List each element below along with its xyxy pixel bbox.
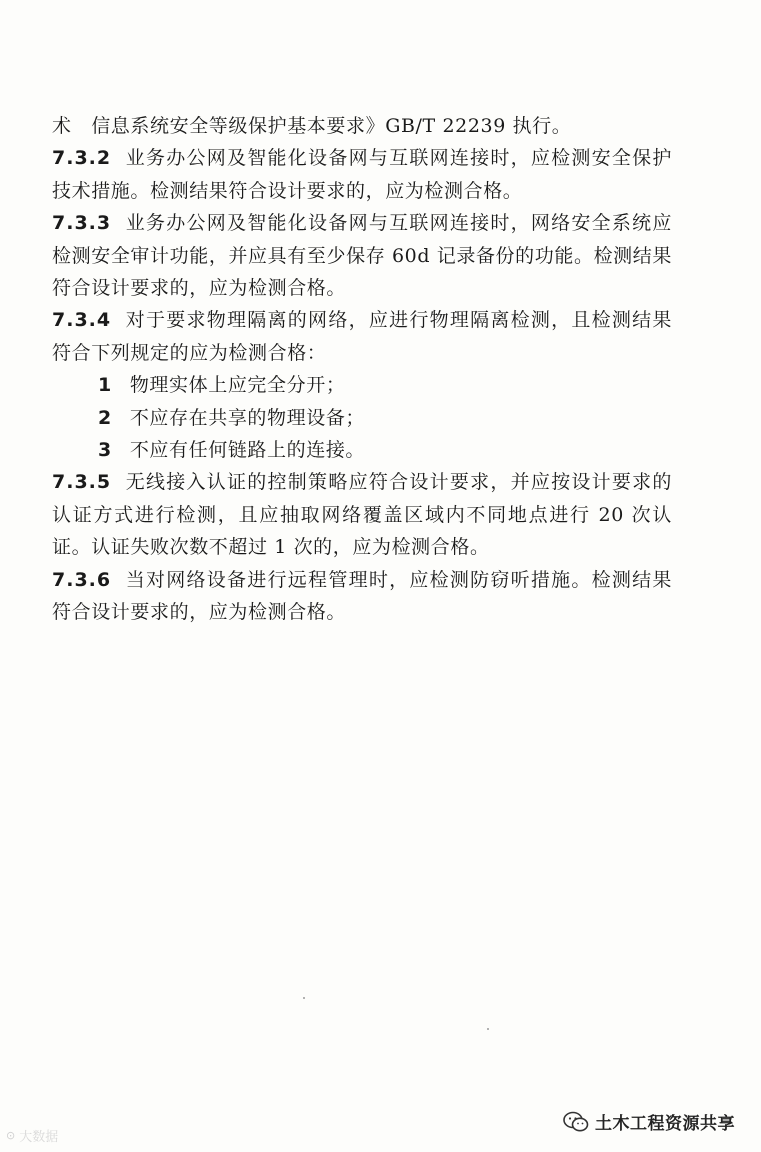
clause-number: 7.3.3 bbox=[52, 212, 112, 235]
clause-7-3-6 bbox=[52, 564, 672, 629]
clause-7-3-4 bbox=[52, 304, 672, 369]
clause-text: 业务办公网及智能化设备网与互联网连接时，应检测安全保护技术措施。检测结果符合设计要求的，应为检测合格。 bbox=[52, 147, 672, 202]
clause-number: 7.3.4 bbox=[52, 309, 112, 332]
intro-line bbox=[52, 110, 672, 142]
clause-text: 对于要求物理隔离的网络，应进行物理隔离检测，且检测结果符合下列规定的应为检测合格： bbox=[52, 309, 672, 364]
list-item bbox=[52, 434, 672, 466]
clause-text: 无线接入认证的控制策略应符合设计要求，并应按设计要求的认证方式进行检测，且应抽取网络覆盖区域内不同地点进行 20 次认证。认证失败次数不超过 1 次的，应为检测合格。 bbox=[52, 471, 672, 559]
item-text: 不应存在共享的物理设备； bbox=[129, 406, 366, 429]
item-text: 物理实体上应完全分开； bbox=[129, 374, 346, 397]
clause-7-3-5 bbox=[52, 466, 672, 563]
item-number: 2 bbox=[98, 406, 112, 429]
corner-text: 大数据 bbox=[19, 1130, 59, 1145]
scan-speck bbox=[303, 997, 305, 999]
clause-7-3-2 bbox=[52, 142, 672, 207]
clause-text: 当对网络设备进行远程管理时，应检测防窃听措施。检测结果符合设计要求的，应为检测合格。 bbox=[52, 568, 672, 624]
clause-number: 7.3.6 bbox=[52, 568, 112, 591]
clause-number: 7.3.5 bbox=[52, 471, 112, 494]
item-text: 不应有任何链路上的连接。 bbox=[129, 439, 366, 462]
brand-text: 土木工程资源共享 bbox=[595, 1114, 735, 1134]
clause-text: 业务办公网及智能化设备网与互联网连接时，网络安全系统应检测安全审计功能，并应具有至少保存 60d 记录备份的功能。检测结果符合设计要求的，应为检测合格。 bbox=[52, 212, 672, 300]
scan-speck bbox=[487, 1028, 489, 1030]
document-body bbox=[52, 110, 672, 629]
clause-7-3-3 bbox=[52, 207, 672, 304]
item-number: 1 bbox=[98, 374, 112, 397]
intro-text: 术 信息系统安全等级保护基本要求》GB/T 22239 执行。 bbox=[52, 115, 572, 137]
list-item bbox=[52, 402, 672, 434]
wechat-icon bbox=[563, 1111, 589, 1133]
clause-number: 7.3.2 bbox=[52, 147, 112, 170]
list-item bbox=[52, 369, 672, 401]
item-number: 3 bbox=[98, 439, 112, 462]
logo-icon: ⊙ bbox=[6, 1129, 16, 1142]
watermark-corner bbox=[6, 1126, 58, 1145]
watermark-brand bbox=[563, 1109, 735, 1134]
